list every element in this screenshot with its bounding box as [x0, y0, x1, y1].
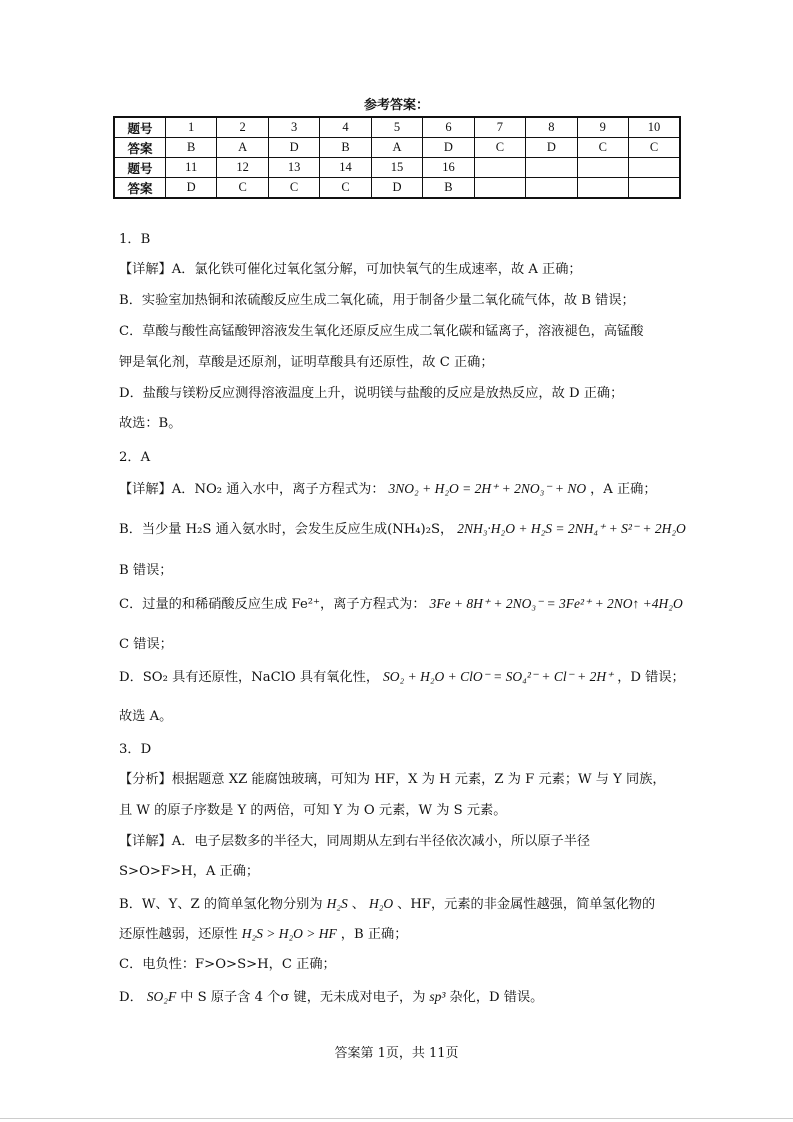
q3-d-label: D． [119, 990, 143, 1005]
table-cell: C [320, 178, 371, 199]
q2-b-result: B 错误； [119, 563, 173, 578]
q2-explain-d [119, 668, 685, 687]
table-row-header: 题号 [114, 158, 165, 178]
q3-explain-a1: 【详解】A．电子层数多的半径大，同周期从左到右半径依次减小，所以原子半径 [119, 834, 591, 849]
q3-analysis-1: 【分析】根据题意 XZ 能腐蚀玻璃，可知为 HF，X 为 H 元素，Z 为 F 元素；W 与 Y 同族， [119, 772, 666, 787]
q2-b-equation: 2NH₃·H₂O + H₂S = 2NH₄⁺ + S²⁻ + 2H₂O [457, 521, 686, 536]
table-cell: 7 [474, 117, 525, 138]
table-row [114, 178, 680, 199]
table-cell: D [526, 138, 577, 158]
q3-d-result: 杂化，D 错误。 [449, 990, 544, 1005]
table-cell: A [217, 138, 268, 158]
q2-conclusion: 故选 A。 [119, 709, 173, 724]
q1-explain-a: 【详解】A．氯化铁可催化过氧化氢分解，可加快氧气的生成速率，故 A 正确； [119, 262, 582, 277]
q3-b-text-2: 、HF，元素的非金属性越强，简单氢化物的 [397, 897, 656, 912]
table-cell [577, 158, 628, 178]
table-cell: 14 [320, 158, 371, 178]
table-cell: 3 [268, 117, 319, 138]
table-cell: 15 [371, 158, 422, 178]
table-cell: D [423, 138, 474, 158]
table-cell: D [268, 138, 319, 158]
q1-answer: 1．B [119, 232, 151, 247]
table-row-header: 答案 [114, 178, 165, 199]
table-cell: 10 [629, 117, 680, 138]
table-cell: D [165, 178, 216, 199]
table-cell: B [423, 178, 474, 199]
q2-a-equation: 3NO₂ + H₂O = 2H⁺ + 2NO₃⁻ + NO [388, 481, 587, 496]
table-cell: C [474, 138, 525, 158]
table-cell: B [165, 138, 216, 158]
q1-explain-b: B．实验室加热铜和浓硫酸反应生成二氧化硫，用于制备少量二氧化硫气体，故 B 错误； [119, 293, 635, 308]
q3-explain-c: C．电负性：F>O>S>H，C 正确； [119, 957, 336, 972]
table-cell: D [371, 178, 422, 199]
table-cell [629, 178, 680, 199]
q3-explain-b1 [119, 895, 655, 914]
q2-b-text: B．当少量 H₂S 通入氨水时，会发生反应生成(NH₄)₂S， [119, 522, 454, 537]
table-cell: 2 [217, 117, 268, 138]
table-cell: B [320, 138, 371, 158]
q1-explain-c1: C．草酸与酸性高锰酸钾溶液发生氧化还原反应生成二氧化碳和锰离子，溶液褪色，高锰酸 [119, 324, 644, 339]
q2-explain-b [119, 520, 690, 539]
q3-d-formula: SO₂F [146, 989, 177, 1004]
table-cell: A [371, 138, 422, 158]
q2-c-equation: 3Fe + 8H⁺ + 2NO₃⁻ = 3Fe²⁺ + 2NO↑ +4H₂O [429, 596, 683, 611]
q2-explain-c [119, 595, 687, 614]
q3-answer: 3．D [119, 742, 152, 757]
table-cell: 1 [165, 117, 216, 138]
table-cell [629, 158, 680, 178]
table-cell: C [268, 178, 319, 199]
answer-table [113, 116, 681, 199]
q1-conclusion: 故选：B。 [119, 416, 182, 431]
table-cell: 11 [165, 158, 216, 178]
q3-analysis-2: 且 W 的原子序数是 Y 的两倍，可知 Y 为 O 元素，W 为 S 元素。 [119, 803, 507, 818]
q3-explain-d [119, 988, 543, 1007]
q3-d-text: 中 S 原子含 4 个σ 键，无未成对电子，为 [180, 990, 426, 1005]
q1-explain-c2: 钾是氧化剂，草酸是还原剂，证明草酸具有还原性，故 C 正确； [119, 355, 494, 370]
q3-b-text: B．W、Y、Z 的简单氢化物分别为 [119, 897, 323, 912]
table-cell: C [629, 138, 680, 158]
table-cell: C [217, 178, 268, 199]
table-cell: 9 [577, 117, 628, 138]
q2-a-result: ，A 正确； [590, 482, 657, 497]
q3-explain-a2: S>O>F>H，A 正确； [119, 864, 260, 879]
table-cell: 13 [268, 158, 319, 178]
q1-explain-d: D．盐酸与镁粉反应测得溶液温度上升，说明镁与盐酸的反应是放热反应，故 D 正确； [119, 386, 624, 401]
page-bottom-rule [0, 1118, 793, 1119]
q3-b2-text: 还原性越弱，还原性 [119, 927, 238, 942]
table-cell: 5 [371, 117, 422, 138]
table-cell [474, 178, 525, 199]
page-footer: 答案第 1页，共 11页 [334, 1046, 459, 1061]
table-cell: 12 [217, 158, 268, 178]
table-cell [474, 158, 525, 178]
q3-b2-result: ，B 正确； [340, 927, 408, 942]
table-cell [577, 178, 628, 199]
answer-key-title: 参考答案： [363, 98, 429, 113]
table-row-header: 题号 [114, 117, 165, 138]
table-cell: 16 [423, 158, 474, 178]
table-cell [526, 178, 577, 199]
table-cell: 8 [526, 117, 577, 138]
table-cell [526, 158, 577, 178]
q3-d-hybrid: sp³ [429, 989, 446, 1004]
q3-b2-inequality: H₂S > H₂O > HF [241, 926, 337, 941]
q2-d-text: D．SO₂ 具有还原性，NaClO 具有氧化性， [119, 670, 380, 685]
q2-a-text: 【详解】A．NO₂ 通入水中，离子方程式为： [119, 482, 385, 497]
table-row [114, 117, 680, 138]
q3-b-formula-h2s: H₂S [326, 896, 348, 911]
table-row-header: 答案 [114, 138, 165, 158]
q2-c-result: C 错误； [119, 637, 173, 652]
table-cell: 6 [423, 117, 474, 138]
q3-b-formula-h2o: H₂O [368, 896, 394, 911]
q2-d-result: ，D 错误； [617, 670, 685, 685]
table-row [114, 158, 680, 178]
q2-explain-a [119, 480, 657, 499]
q3-explain-b2 [119, 925, 407, 944]
q2-d-equation: SO₂ + H₂O + ClO⁻ = SO₄²⁻ + Cl⁻ + 2H⁺ [383, 669, 614, 684]
q2-c-text: C．过量的和稀硝酸反应生成 Fe²⁺，离子方程式为： [119, 597, 426, 612]
table-row [114, 138, 680, 158]
table-cell: C [577, 138, 628, 158]
q2-answer: 2．A [119, 450, 151, 465]
table-cell: 4 [320, 117, 371, 138]
q3-b-sep: 、 [351, 897, 365, 912]
